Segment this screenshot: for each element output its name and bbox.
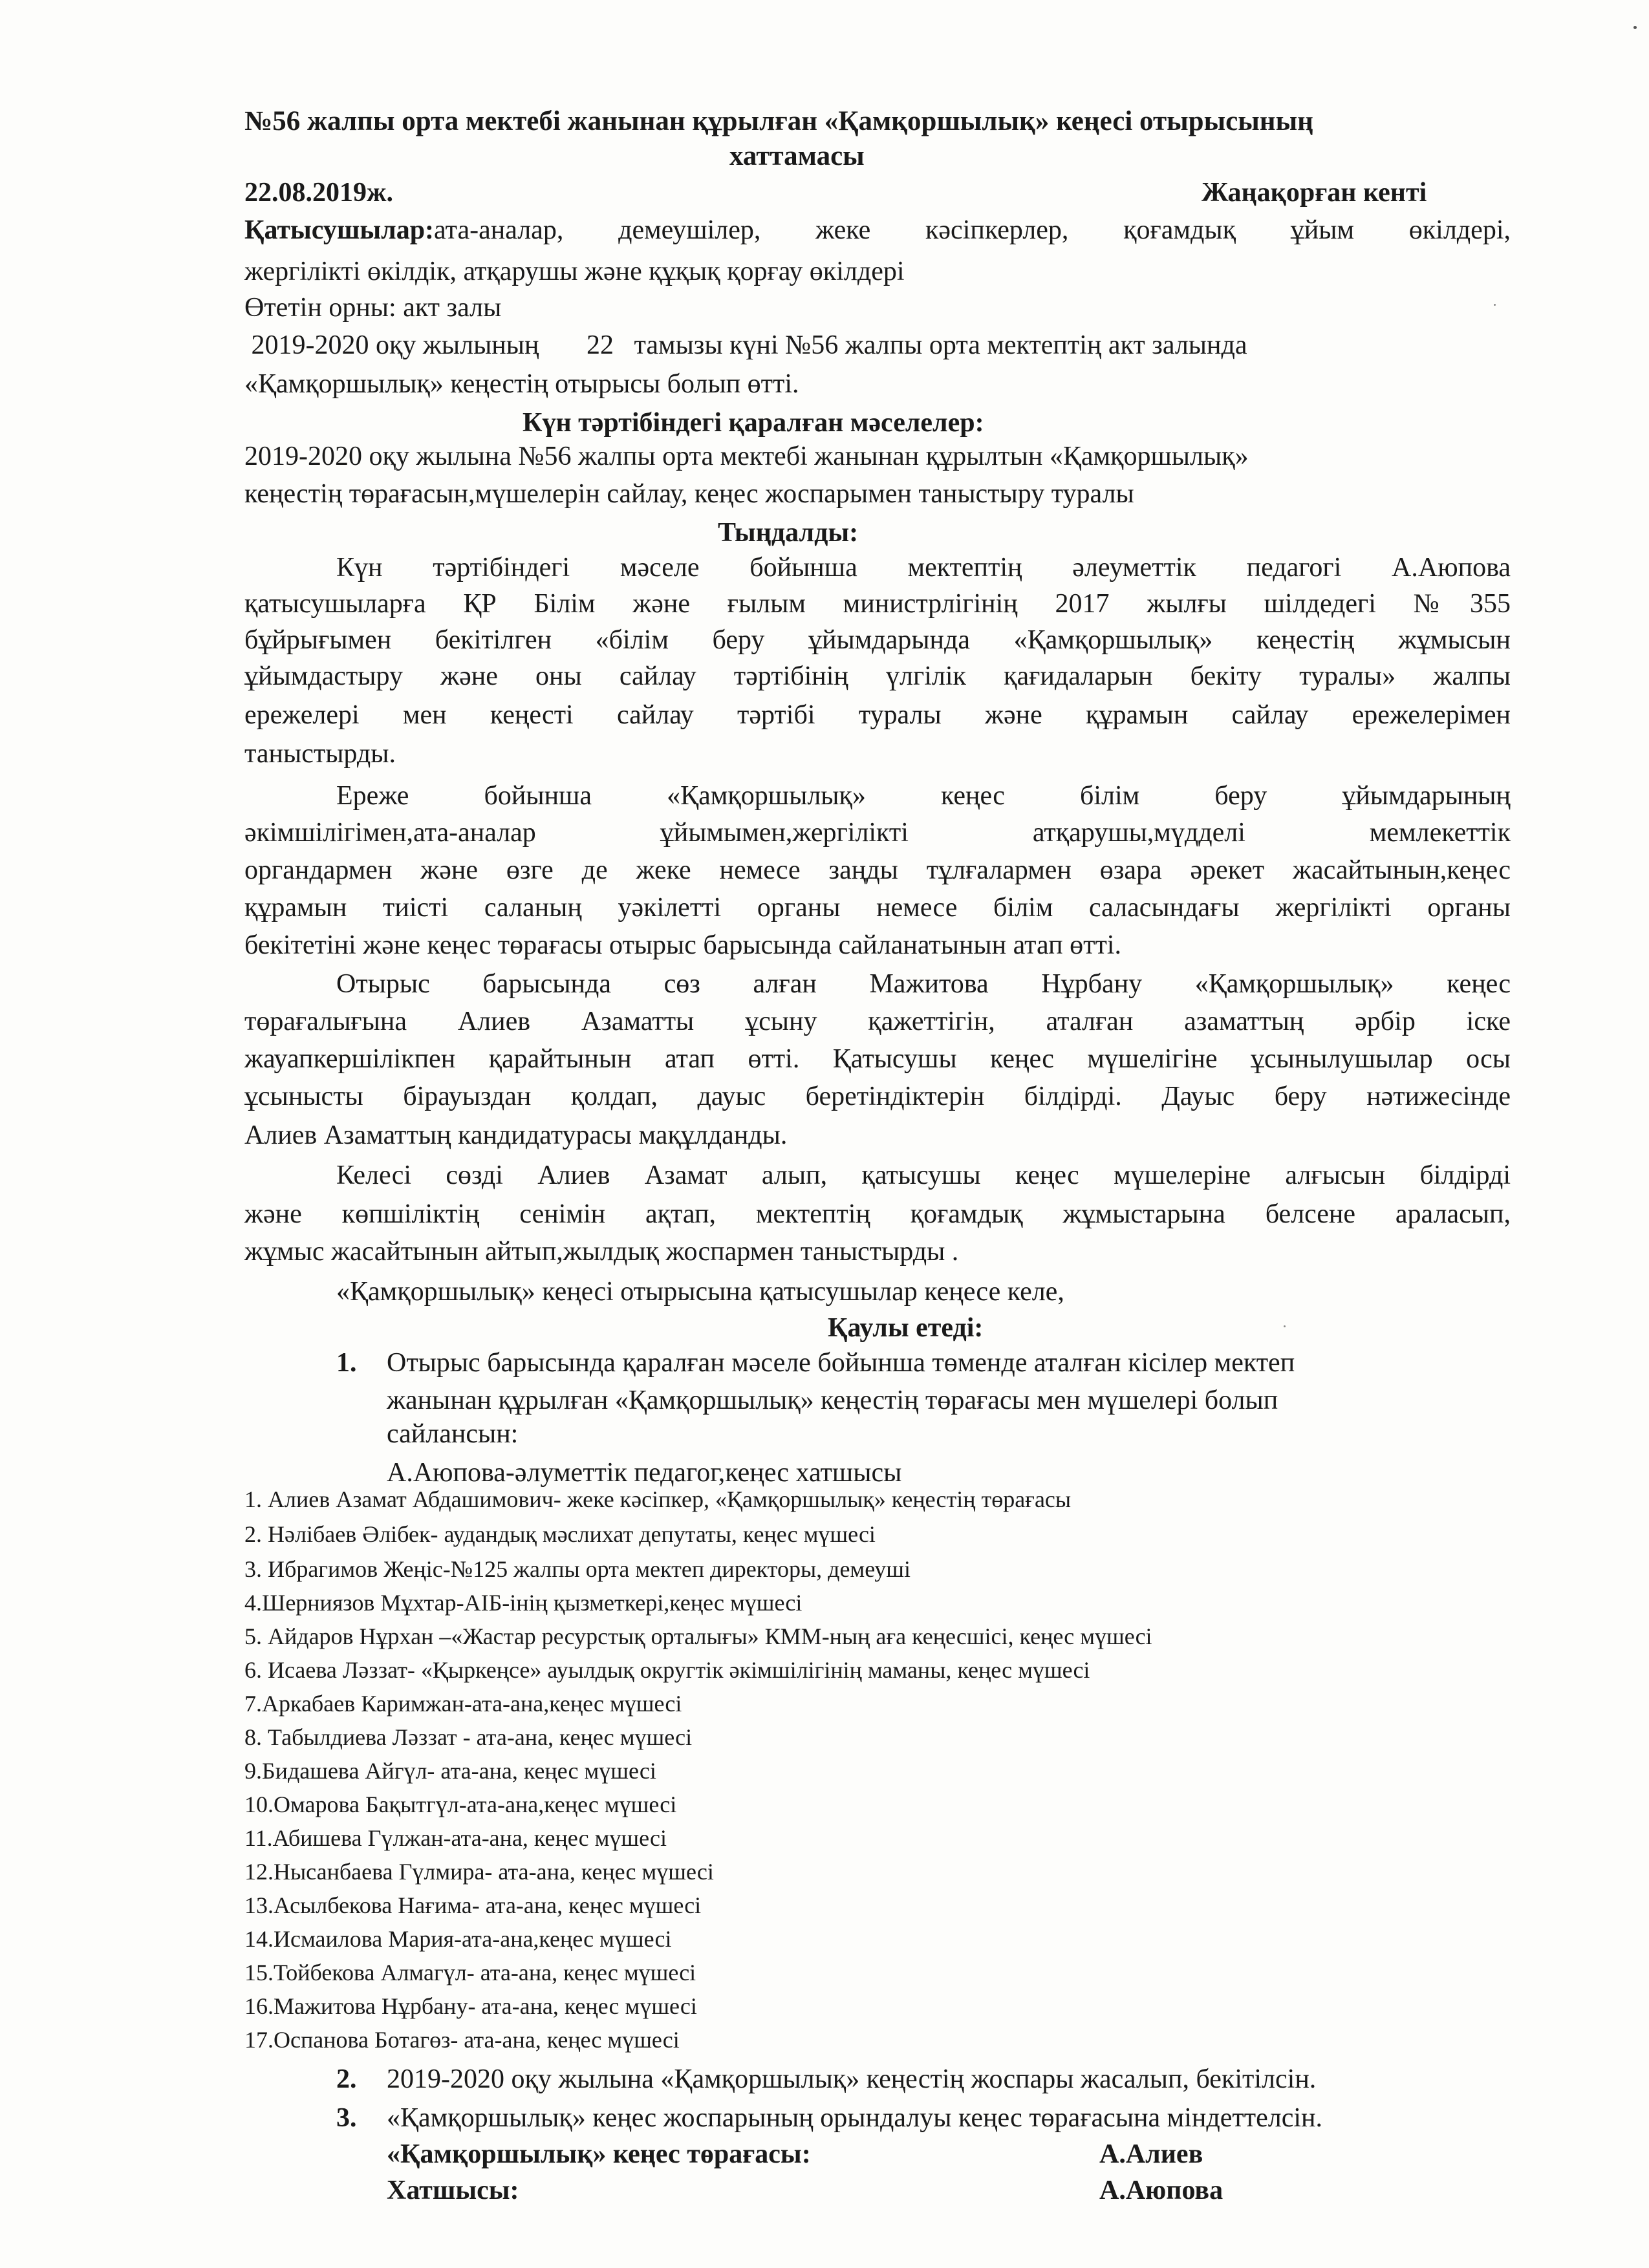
paragraph1-line: ұйымдастыру және оны сайлау тәртібінің үлгілік қағидаларын бекіту туралы» жалпы bbox=[244, 661, 1511, 691]
member-list-item: 10.Омарова Бақытгүл-ата-ана,кеңес мүшесі bbox=[244, 1792, 677, 1817]
document-title-line1: №56 жалпы орта мектебі жанынан құрылған «Қамқоршылық» кеңесі отырысының bbox=[244, 106, 1313, 136]
intro-line2: «Қамқоршылық» кеңестің отырысы болып өтті. bbox=[244, 369, 799, 399]
member-list-item: 14.Исмаилова Мария-ата-ана,кеңес мүшесі bbox=[244, 1926, 672, 1952]
paragraph3-line: жауапкершілікпен қарайтынын атап өтті. Қатысушы кеңес мүшелігіне ұсынылушылар осы bbox=[244, 1044, 1511, 1074]
resolution-item2-text: 2019-2020 оқу жылына «Қамқоршылық» кеңестің жоспары жасалып, бекітілсін. bbox=[387, 2064, 1317, 2094]
resolution-item2-number: 2. bbox=[336, 2064, 357, 2094]
agenda-line1: 2019-2020 оқу жылына №56 жалпы орта мектебі жанынан құрылтын «Қамқоршылық» bbox=[244, 442, 1249, 471]
intro-line1: 2019-2020 оқу жылының 22 тамызы күні №56 жалпы орта мектептің акт залында bbox=[244, 330, 1247, 360]
chair-signature-name: А.Алиев bbox=[1099, 2139, 1203, 2169]
paragraph5-line: «Қамқоршылық» кеңесі отырысына қатысушылар кеңесе келе, bbox=[336, 1277, 1064, 1307]
member-list-item: 15.Тойбекова Алмагүл- ата-ана, кеңес мүшесі bbox=[244, 1960, 696, 1985]
protocol-place: Жаңақорған кенті bbox=[1202, 178, 1427, 208]
member-list-item: 12.Нысанбаева Гүлмира- ата-ана, кеңес мүшесі bbox=[244, 1859, 714, 1885]
resolution-heading: Қаулы етеді: bbox=[828, 1313, 984, 1343]
paragraph2-line: бекітетіні және кеңес төрағасы отырыс барысында сайланатынын атап өтті. bbox=[244, 930, 1121, 960]
protocol-date: 22.08.2019ж. bbox=[244, 178, 393, 208]
agenda-line2: кеңестің төрағасын,мүшелерін сайлау, кеңес жоспарымен таныстыру туралы bbox=[244, 479, 1134, 509]
paragraph1-line: бұйрығымен бекітілген «білім беру ұйымдарында «Қамқоршылық» кеңестің жұмысын bbox=[244, 625, 1511, 655]
listened-heading: Тыңдалды: bbox=[718, 518, 859, 548]
paragraph2-line: Ереже бойынша «Қамқоршылық» кеңес білім беру ұйымдарының bbox=[336, 781, 1511, 811]
member-list-item: 3. Ибрагимов Жеңіс-№125 жалпы орта мектеп директоры, демеуші bbox=[244, 1556, 911, 1582]
agenda-heading: Күн тәртібіндегі қаралған мәселелер: bbox=[523, 408, 984, 438]
paragraph2-line: органдармен және өзге де жеке немесе заңды тұлғалармен өзара әрекет жасайтынын,кеңес bbox=[244, 855, 1511, 885]
resolution-item1-line: А.Аюпова-әлуметтік педагог,кеңес хатшысы bbox=[387, 1458, 902, 1488]
paragraph3-line: төрағалығына Алиев Азаматты ұсыну қажеттігін, аталған азаматтың әрбір іске bbox=[244, 1007, 1511, 1036]
venue: Өтетін орны: акт залы bbox=[244, 293, 502, 323]
resolution-item3-text: «Қамқоршылық» кеңес жоспарының орындалуы кеңес төрағасына міндеттелсін. bbox=[387, 2103, 1322, 2133]
member-list-item: 13.Асылбекова Нағима- ата-ана, кеңес мүшесі bbox=[244, 1892, 702, 1918]
participants-label: Қатысушылар: bbox=[244, 215, 435, 245]
paragraph3-line: Алиев Азаматтың кандидатурасы мақұлданды. bbox=[244, 1120, 788, 1150]
resolution-item3-number: 3. bbox=[336, 2103, 357, 2133]
paragraph2-line: әкімшілігімен,ата-аналар ұйымымен,жергілікті атқарушы,мүдделі мемлекеттік bbox=[244, 818, 1511, 848]
scan-speck bbox=[1494, 304, 1496, 306]
paragraph1-line: ережелері мен кеңесті сайлау тәртібі туралы және құрамын сайлау ережелерімен bbox=[244, 700, 1511, 730]
paragraph1-line: қатысушыларға ҚР Білім және ғылым министрлігінің 2017 жылғы шілдедегі №355 bbox=[244, 589, 1511, 619]
paragraph3-line: Отырыс барысында сөз алған Мажитова Нұрбану «Қамқоршылық» кеңес bbox=[336, 969, 1511, 999]
resolution-item1-number: 1. bbox=[336, 1348, 357, 1378]
paragraph4-line: және көпшіліктің сенімін ақтап, мектептің қоғамдық жұмыстарына белсене араласып, bbox=[244, 1199, 1511, 1229]
participants-text: ата-аналар, демеушілер, жеке кәсіпкерлер, қоғамдық ұйым өкілдері, bbox=[434, 215, 1511, 245]
paragraph3-line: ұсынысты бірауыздан қолдап, дауыс беретіндіктерін білдірді. Дауыс беру нәтижесінде bbox=[244, 1082, 1511, 1111]
secretary-signature-name: А.Аюпова bbox=[1099, 2176, 1223, 2205]
resolution-item1-line: Отырыс барысында қаралған мәселе бойынша төменде аталған кісілер мектеп bbox=[387, 1348, 1295, 1378]
secretary-signature-label: Хатшысы: bbox=[387, 2176, 519, 2205]
member-list-item: 6. Исаева Ләззат- «Қыркеңсе» ауылдық округтік әкімшілігінің маманы, кеңес мүшесі bbox=[244, 1657, 1090, 1683]
chair-signature-label: «Қамқоршылық» кеңес төрағасы: bbox=[387, 2139, 811, 2169]
paragraph4-line: жұмыс жасайтынын айтып,жылдық жоспармен таныстырды . bbox=[244, 1237, 959, 1267]
member-list-item: 4.Шерниязов Мұхтар-АІБ-інің қызметкері,кеңес мүшесі bbox=[244, 1590, 803, 1616]
member-list-item: 9.Бидашева Айгүл- ата-ана, кеңес мүшесі bbox=[244, 1758, 656, 1784]
member-list-item: 8. Табылдиева Ләззат - ата-ана, кеңес мүшесі bbox=[244, 1724, 693, 1750]
member-list-item: 16.Мажитова Нұрбану- ата-ана, кеңес мүшесі bbox=[244, 1993, 697, 2019]
member-list-item: 2. Нәлібаев Әлібек- аудандық мәслихат депутаты, кеңес мүшесі bbox=[244, 1521, 876, 1547]
participants-line1 bbox=[244, 213, 1511, 247]
paragraph4-line: Келесі сөзді Алиев Азамат алып, қатысушы кеңес мүшелеріне алғысын білдірді bbox=[336, 1161, 1511, 1190]
participants-line2: жергілікті өкілдік, атқарушы және құқық қорғау өкілдері bbox=[244, 257, 905, 286]
scan-speck bbox=[1633, 26, 1637, 29]
member-list-item: 17.Оспанова Ботагөз- ата-ана, кеңес мүшесі bbox=[244, 2027, 680, 2053]
paragraph1-line: таныстырды. bbox=[244, 739, 396, 769]
member-list-item: 1. Алиев Азамат Абдашимович- жеке кәсіпкер, «Қамқоршылық» кеңестің төрағасы bbox=[244, 1486, 1072, 1512]
document-title-line2: хаттамасы bbox=[729, 141, 865, 171]
member-list-item: 5. Айдаров Нұрхан –«Жастар ресурстық орталығы» КММ-ның аға кеңесшісі, кеңес мүшесі bbox=[244, 1623, 1152, 1649]
member-list-item: 11.Абишева Гүлжан-ата-ана, кеңес мүшесі bbox=[244, 1825, 667, 1851]
paragraph2-line: құрамын тиісті саланың уәкілетті органы немесе білім саласындағы жергілікті органы bbox=[244, 893, 1511, 923]
resolution-item1-line: сайлансын: bbox=[387, 1419, 519, 1449]
member-list-item: 7.Аркабаев Каримжан-ата-ана,кеңес мүшесі bbox=[244, 1691, 682, 1717]
paragraph1-line: Күн тәртібіндегі мәселе бойынша мектептің әлеуметтік педагогі А.Аюпова bbox=[336, 553, 1511, 583]
resolution-item1-line: жанынан құрылған «Қамқоршылық» кеңестің төрағасы мен мүшелері болып bbox=[387, 1385, 1278, 1415]
scan-speck bbox=[1284, 1325, 1286, 1327]
